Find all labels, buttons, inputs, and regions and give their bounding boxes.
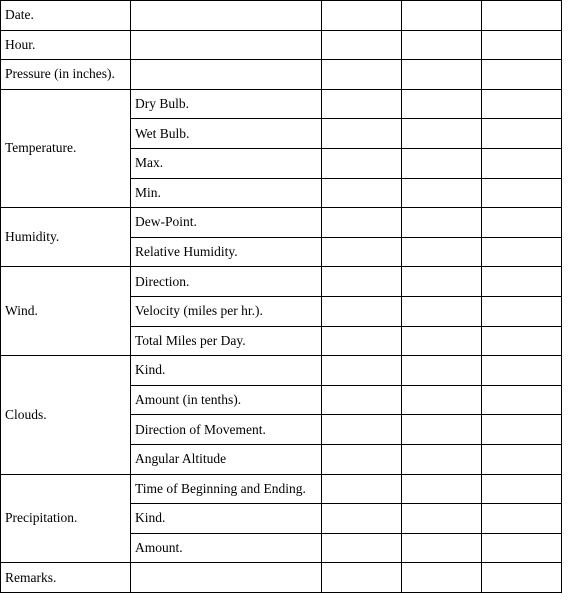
precipitation-value-cell[interactable] [322, 474, 402, 504]
clouds-value-cell[interactable] [402, 356, 482, 386]
remarks-row [1, 563, 562, 593]
clouds-value-cell[interactable] [322, 356, 402, 386]
wind-value-cell[interactable] [402, 296, 482, 326]
clouds-value-cell[interactable] [322, 415, 402, 445]
hour-value-cell[interactable] [322, 30, 402, 60]
clouds-row [1, 356, 562, 386]
temperature-value-cell[interactable] [482, 89, 562, 119]
clouds-value-cell[interactable] [482, 415, 562, 445]
humidity-label: Humidity. [1, 208, 131, 267]
temperature-value-cell[interactable] [482, 119, 562, 149]
precipitation-value-cell[interactable] [402, 533, 482, 563]
wind-item-label: Velocity (miles per hr.). [131, 296, 322, 326]
clouds-value-cell[interactable] [402, 415, 482, 445]
clouds-item-label: Kind. [131, 356, 322, 386]
hour-label: Hour. [1, 30, 131, 60]
pressure-value-cell[interactable] [322, 60, 402, 90]
pressure-value-cell[interactable] [482, 60, 562, 90]
clouds-value-cell[interactable] [482, 385, 562, 415]
precipitation-value-cell[interactable] [322, 504, 402, 534]
remarks-value-cell[interactable] [402, 563, 482, 593]
remarks-value-cell[interactable] [322, 563, 402, 593]
precipitation-value-cell[interactable] [482, 504, 562, 534]
clouds-value-cell[interactable] [402, 444, 482, 474]
temperature-item-label: Min. [131, 178, 322, 208]
temperature-value-cell[interactable] [322, 148, 402, 178]
humidity-value-cell[interactable] [322, 237, 402, 267]
clouds-value-cell[interactable] [482, 356, 562, 386]
humidity-value-cell[interactable] [402, 208, 482, 238]
temperature-value-cell[interactable] [402, 178, 482, 208]
humidity-value-cell[interactable] [322, 208, 402, 238]
wind-label: Wind. [1, 267, 131, 356]
temperature-value-cell[interactable] [402, 119, 482, 149]
clouds-item-label: Angular Altitude [131, 444, 322, 474]
precipitation-item-label: Amount. [131, 533, 322, 563]
date-label: Date. [1, 1, 131, 31]
clouds-value-cell[interactable] [402, 385, 482, 415]
humidity-row [1, 208, 562, 238]
clouds-value-cell[interactable] [482, 444, 562, 474]
precipitation-item-label: Time of Beginning and Ending. [131, 474, 322, 504]
clouds-item-label: Amount (in tenths). [131, 385, 322, 415]
date-row [1, 1, 562, 31]
temperature-value-cell[interactable] [402, 148, 482, 178]
hour-value-cell[interactable] [482, 30, 562, 60]
wind-value-cell[interactable] [402, 267, 482, 297]
humidity-value-cell[interactable] [482, 208, 562, 238]
clouds-label: Clouds. [1, 356, 131, 474]
humidity-value-cell[interactable] [482, 237, 562, 267]
pressure-label: Pressure (in inches). [1, 60, 131, 90]
hour-input-cell[interactable] [131, 30, 322, 60]
precipitation-value-cell[interactable] [482, 474, 562, 504]
clouds-item-label: Direction of Movement. [131, 415, 322, 445]
pressure-value-cell[interactable] [402, 60, 482, 90]
wind-value-cell[interactable] [482, 296, 562, 326]
wind-value-cell[interactable] [322, 267, 402, 297]
remarks-value-cell[interactable] [482, 563, 562, 593]
remarks-input-cell[interactable] [131, 563, 322, 593]
date-value-cell[interactable] [402, 1, 482, 31]
hour-row [1, 30, 562, 60]
humidity-item-label: Dew-Point. [131, 208, 322, 238]
precipitation-value-cell[interactable] [482, 533, 562, 563]
wind-value-cell[interactable] [322, 326, 402, 356]
precipitation-value-cell[interactable] [322, 533, 402, 563]
clouds-value-cell[interactable] [322, 385, 402, 415]
temperature-value-cell[interactable] [482, 178, 562, 208]
temperature-value-cell[interactable] [402, 89, 482, 119]
precipitation-label: Precipitation. [1, 474, 131, 563]
wind-value-cell[interactable] [402, 326, 482, 356]
wind-item-label: Direction. [131, 267, 322, 297]
temperature-item-label: Max. [131, 148, 322, 178]
humidity-value-cell[interactable] [402, 237, 482, 267]
pressure-row [1, 60, 562, 90]
precipitation-value-cell[interactable] [402, 504, 482, 534]
clouds-value-cell[interactable] [322, 444, 402, 474]
wind-value-cell[interactable] [322, 296, 402, 326]
temperature-value-cell[interactable] [322, 178, 402, 208]
wind-item-label: Total Miles per Day. [131, 326, 322, 356]
precipitation-value-cell[interactable] [402, 474, 482, 504]
wind-value-cell[interactable] [482, 267, 562, 297]
precipitation-row [1, 474, 562, 504]
date-input-cell[interactable] [131, 1, 322, 31]
pressure-input-cell[interactable] [131, 60, 322, 90]
temperature-item-label: Wet Bulb. [131, 119, 322, 149]
date-value-cell[interactable] [322, 1, 402, 31]
date-value-cell[interactable] [482, 1, 562, 31]
remarks-label: Remarks. [1, 563, 131, 593]
precipitation-item-label: Kind. [131, 504, 322, 534]
hour-value-cell[interactable] [402, 30, 482, 60]
wind-row [1, 267, 562, 297]
temperature-item-label: Dry Bulb. [131, 89, 322, 119]
wind-value-cell[interactable] [482, 326, 562, 356]
temperature-value-cell[interactable] [322, 119, 402, 149]
temperature-value-cell[interactable] [322, 89, 402, 119]
humidity-item-label: Relative Humidity. [131, 237, 322, 267]
temperature-label: Temperature. [1, 89, 131, 207]
temperature-value-cell[interactable] [482, 148, 562, 178]
temperature-row [1, 89, 562, 119]
